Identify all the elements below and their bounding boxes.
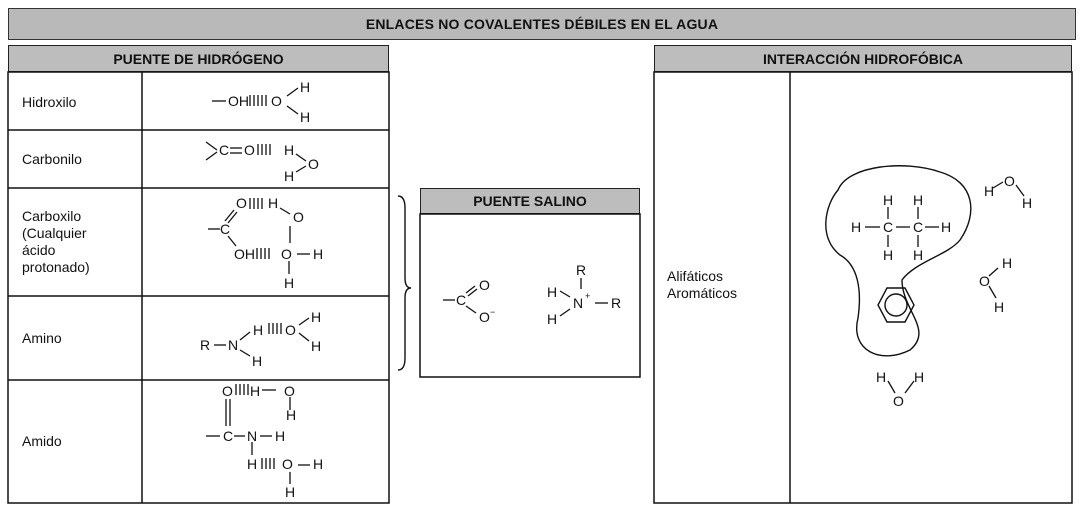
row-label-amido: Amido bbox=[22, 432, 62, 449]
svg-text:H: H bbox=[284, 142, 295, 158]
svg-text:H: H bbox=[1002, 255, 1013, 271]
svg-text:H: H bbox=[253, 322, 264, 338]
ethane-structure bbox=[865, 207, 939, 247]
salt-bridge-box bbox=[420, 214, 640, 377]
svg-text:C: C bbox=[883, 219, 894, 235]
svg-text:H: H bbox=[275, 428, 286, 444]
svg-text:O: O bbox=[893, 393, 904, 409]
ammonium-atoms bbox=[547, 262, 621, 327]
svg-text:+: + bbox=[585, 291, 591, 301]
svg-text:H: H bbox=[268, 195, 279, 211]
svg-text:H: H bbox=[311, 309, 322, 325]
svg-text:H: H bbox=[250, 383, 261, 399]
hydrogen-bond-table bbox=[8, 72, 389, 503]
svg-text:H: H bbox=[851, 219, 862, 235]
carboxylate-atoms bbox=[456, 277, 495, 325]
amino-atoms bbox=[200, 309, 321, 369]
row-label-hidroxilo: Hidroxilo bbox=[22, 93, 77, 110]
hydrophobic-table bbox=[654, 72, 1072, 503]
svg-text:H: H bbox=[876, 369, 887, 385]
row-label-amino: Amino bbox=[22, 329, 62, 346]
svg-text:N: N bbox=[228, 337, 239, 353]
svg-text:H: H bbox=[1022, 195, 1033, 211]
svg-text:O: O bbox=[979, 273, 990, 289]
hydrogen-bond-title: PUENTE DE HIDRÓGENO bbox=[8, 45, 389, 72]
svg-text:H: H bbox=[284, 168, 295, 184]
svg-text:H: H bbox=[285, 484, 296, 500]
svg-text:H: H bbox=[547, 311, 558, 327]
svg-text:N: N bbox=[573, 295, 584, 311]
svg-text:H: H bbox=[300, 79, 311, 95]
amido-atoms bbox=[222, 383, 323, 500]
svg-text:H: H bbox=[313, 246, 324, 262]
svg-text:H: H bbox=[547, 284, 558, 300]
svg-text:H: H bbox=[941, 219, 952, 235]
svg-text:H: H bbox=[913, 247, 924, 263]
svg-text:H: H bbox=[247, 456, 258, 472]
svg-text:H: H bbox=[300, 109, 311, 125]
svg-text:H: H bbox=[913, 192, 924, 208]
water-atoms bbox=[876, 173, 1032, 409]
carboxyl-atoms bbox=[220, 195, 323, 291]
salt-bridge-title: PUENTE SALINO bbox=[420, 188, 640, 214]
svg-text:OH: OH bbox=[234, 246, 255, 262]
svg-text:O: O bbox=[285, 322, 296, 338]
svg-text:O: O bbox=[244, 142, 255, 158]
svg-text:H: H bbox=[252, 353, 263, 369]
svg-text:R: R bbox=[576, 262, 587, 278]
row-label-carboxilo: Carboxilo (Cualquier ácido protonado) bbox=[22, 208, 90, 275]
svg-text:O: O bbox=[222, 383, 233, 399]
svg-text:−: − bbox=[490, 307, 496, 317]
svg-text:R: R bbox=[200, 337, 211, 353]
svg-text:O: O bbox=[271, 93, 282, 109]
svg-text:H: H bbox=[914, 369, 925, 385]
hydrophobic-cluster-outline bbox=[826, 166, 971, 356]
svg-text:C: C bbox=[913, 219, 924, 235]
svg-text:O: O bbox=[281, 246, 292, 262]
svg-text:C: C bbox=[456, 292, 467, 308]
svg-text:C: C bbox=[223, 428, 234, 444]
svg-text:O: O bbox=[282, 456, 293, 472]
hydrophobic-label: Alifáticos Aromáticos bbox=[667, 268, 738, 301]
svg-text:O: O bbox=[308, 156, 319, 172]
row-label-carbonilo: Carbonilo bbox=[22, 150, 82, 167]
svg-text:H: H bbox=[994, 299, 1005, 315]
svg-text:H: H bbox=[883, 192, 894, 208]
hydroxyl-atoms bbox=[228, 79, 310, 125]
svg-text:H: H bbox=[311, 338, 322, 354]
svg-text:H: H bbox=[286, 407, 297, 423]
banner-title: ENLACES NO COVALENTES DÉBILES EN EL AGUA bbox=[8, 8, 1076, 40]
svg-text:R: R bbox=[611, 295, 622, 311]
svg-text:H: H bbox=[984, 183, 995, 199]
svg-text:O: O bbox=[479, 309, 490, 325]
svg-text:H: H bbox=[883, 247, 894, 263]
svg-text:H: H bbox=[284, 275, 295, 291]
svg-text:N: N bbox=[247, 428, 258, 444]
svg-text:O: O bbox=[1004, 173, 1015, 189]
svg-text:O: O bbox=[293, 209, 304, 225]
amido-structure bbox=[206, 384, 310, 484]
hydrophobic-title: INTERACCIÓN HIDROFÓBICA bbox=[654, 45, 1072, 72]
ammonium-structure bbox=[560, 278, 608, 316]
svg-text:C: C bbox=[219, 142, 230, 158]
brace bbox=[398, 196, 411, 370]
svg-text:O: O bbox=[236, 195, 247, 211]
hydroxyl-structure bbox=[212, 88, 298, 114]
svg-text:O: O bbox=[479, 277, 490, 293]
svg-text:OH: OH bbox=[228, 93, 249, 109]
svg-text:H: H bbox=[313, 456, 324, 472]
svg-text:O: O bbox=[284, 383, 295, 399]
water-molecules bbox=[888, 182, 1024, 393]
svg-text:C: C bbox=[220, 221, 231, 237]
